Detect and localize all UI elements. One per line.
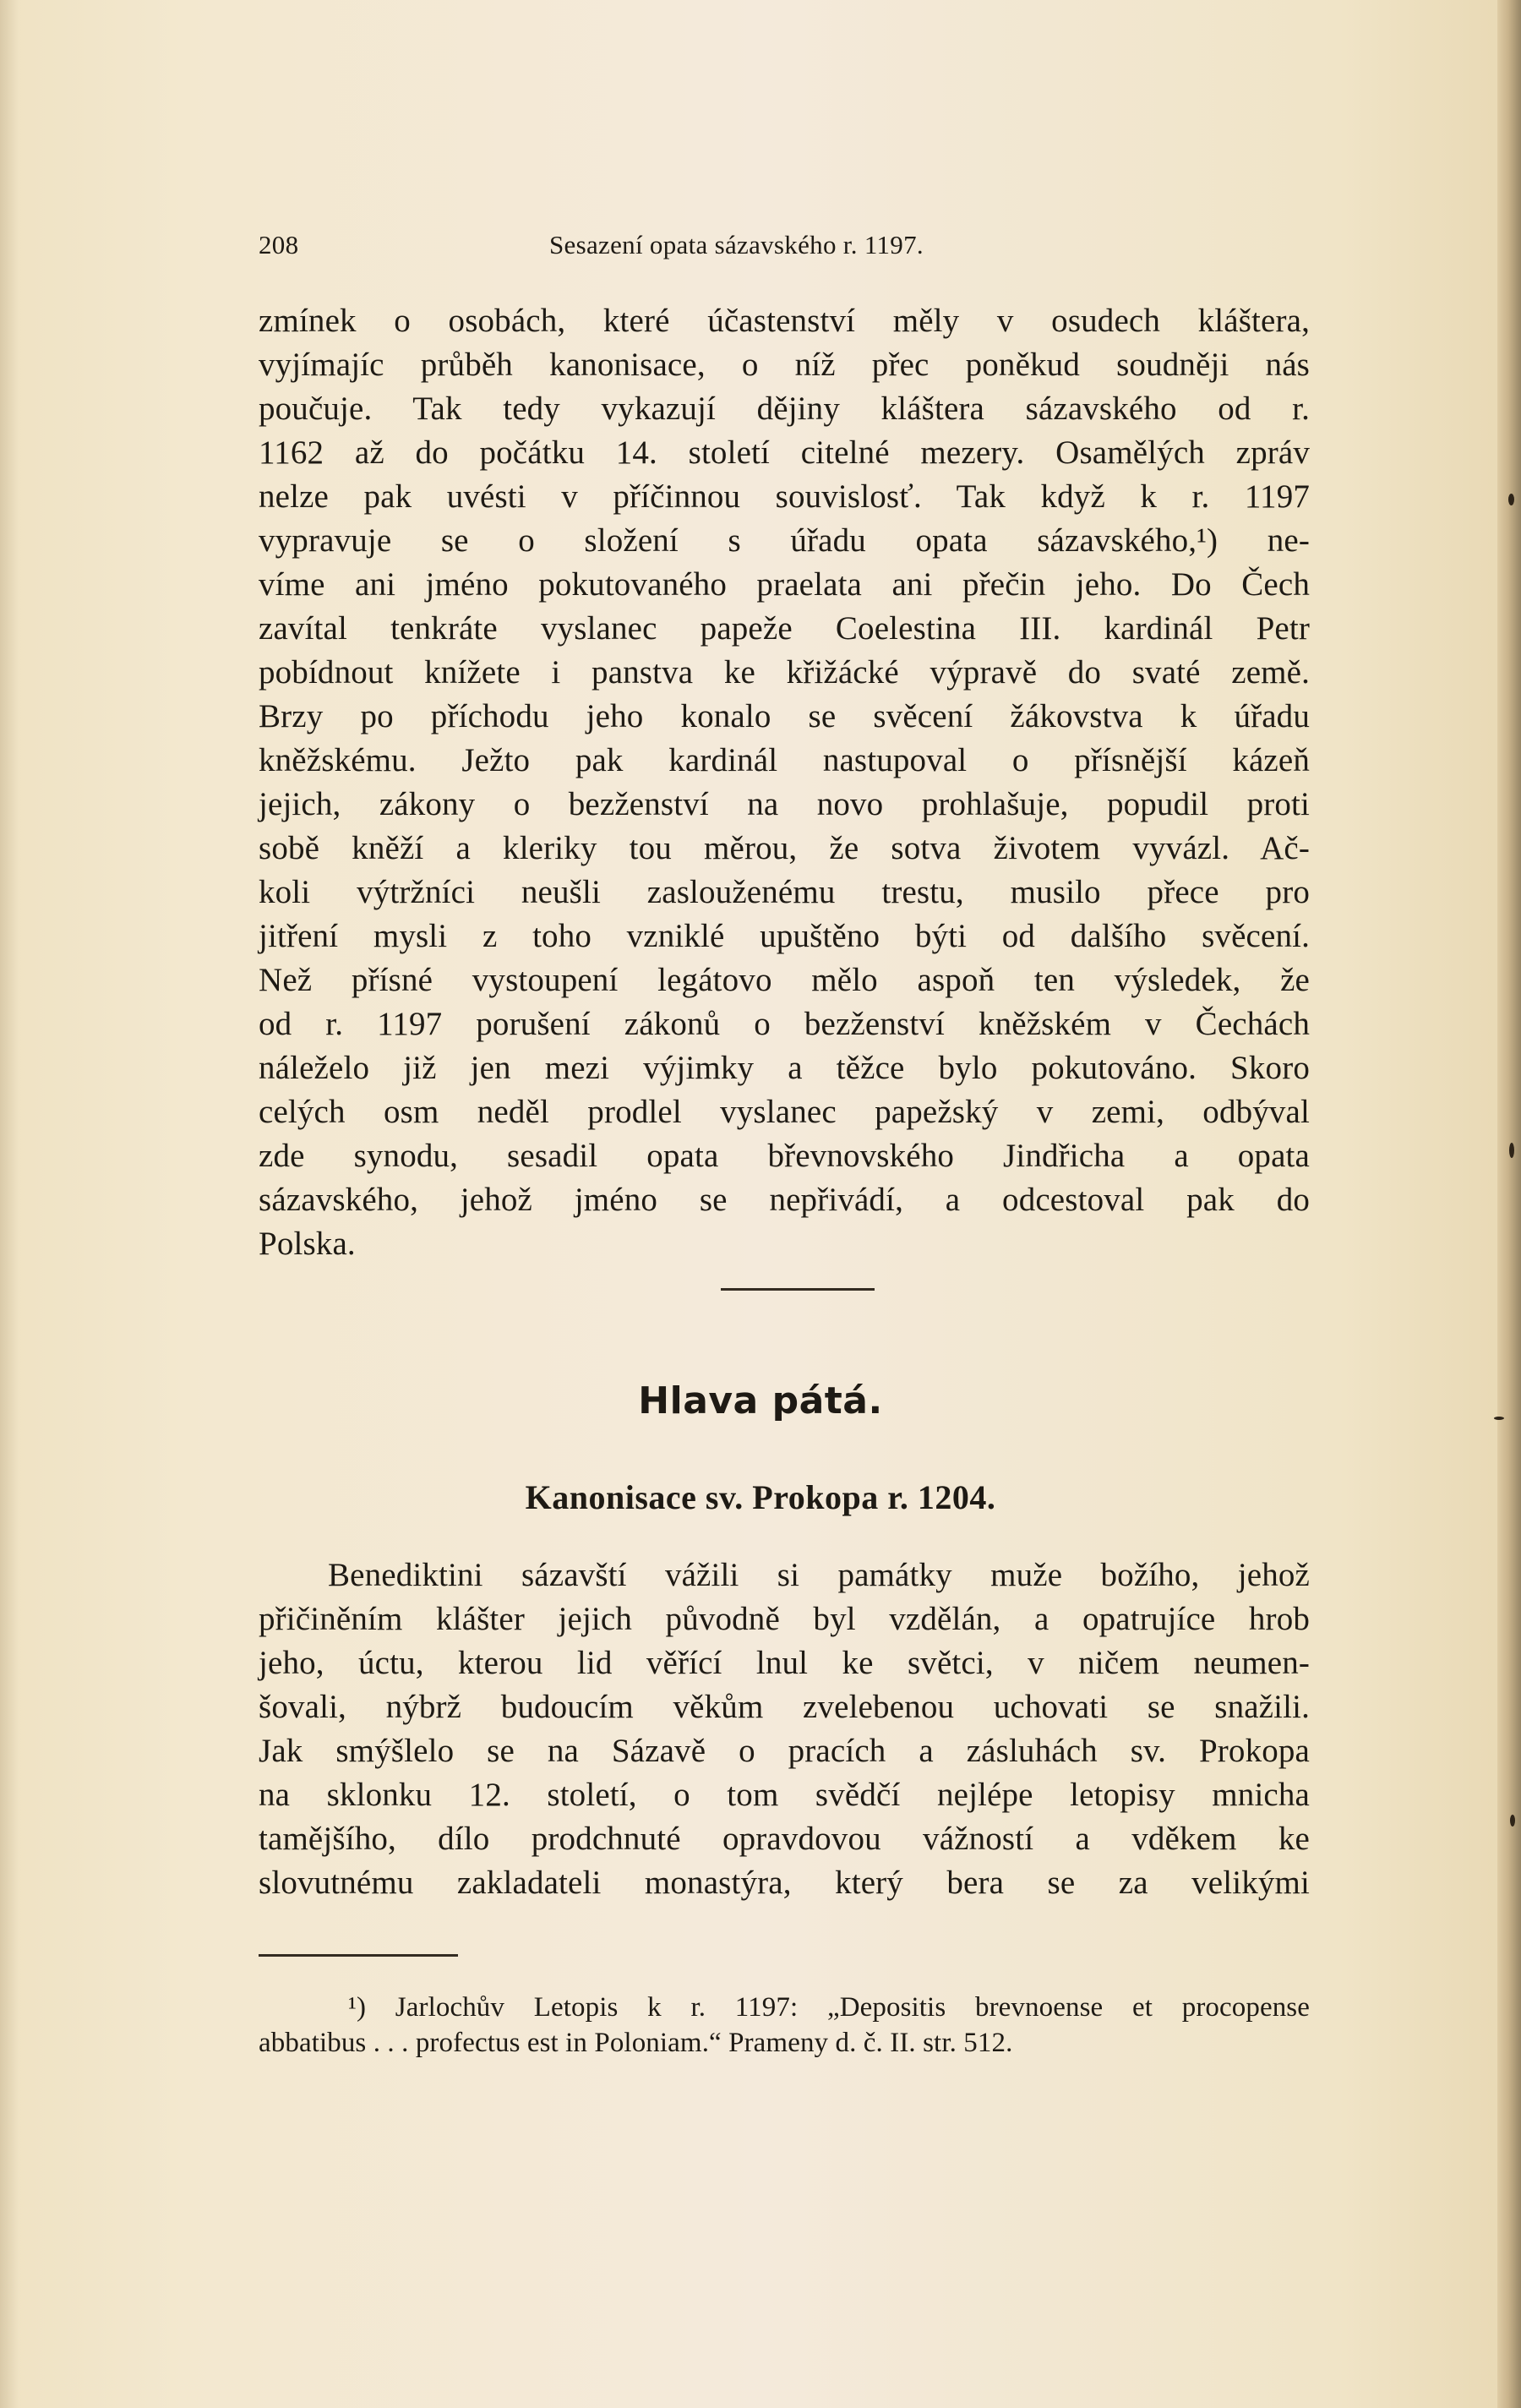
edge-mark (1494, 1417, 1504, 1420)
body-line: 1162 až do počátku 14. století citelné mezery. Osamělých zpráv (259, 434, 1310, 471)
edge-mark (1509, 1143, 1514, 1158)
body-line: pobídnout knížete i panstva ke křižácké výpravě do svaté země. (259, 654, 1310, 691)
body-line: zmínek o osobách, které účastenství měly v osudech kláštera, (259, 303, 1310, 339)
body-line: poučuje. Tak tedy vykazují dějiny kláštera sázavského od r. (259, 390, 1310, 427)
body-line: na sklonku 12. století, o tom svědčí nejlépe letopisy mnicha (259, 1777, 1310, 1813)
body-line: jejich, zákony o bezženství na novo prohlašuje, popudil proti (259, 786, 1310, 822)
page-gutter-shadow (0, 0, 19, 2408)
body-line: zavítal tenkráte vyslanec papeže Coelestina III. kardinál Petr (259, 610, 1310, 647)
body-line: kněžskému. Ježto pak kardinál nastupoval o přísnější kázeň (259, 742, 1310, 778)
body-line: zde synodu, sesadil opata břevnovského Jindřicha a opata (259, 1138, 1310, 1174)
chapter-subheading: Kanonisace sv. Prokopa r. 1204. (525, 1478, 996, 1516)
running-title: Sesazení opata sázavského r. 1197. (549, 230, 924, 259)
edge-mark (1510, 1815, 1515, 1826)
body-line: sázavského, jehož jméno se nepřivádí, a odcestoval pak do (259, 1182, 1310, 1218)
section-divider (721, 1288, 875, 1291)
body-line: sobě kněží a kleriky tou měrou, že sotva životem vyvázl. Ač- (259, 830, 1310, 866)
body-line: náleželo již jen mezi výjimky a těžce bylo pokutováno. Skoro (259, 1050, 1310, 1086)
footnote-line: abbatibus . . . profectus est in Poloniam.“ Prameny d. č. II. str. 512. (259, 2028, 1013, 2058)
edge-mark (1508, 494, 1514, 505)
body-line: jitření mysli z toho vzniklé upuštěno býti od dalšího svěcení. (259, 918, 1310, 954)
footnote-line: ¹) Jarlochův Letopis k r. 1197: „Depositis brevnoense et procopense (348, 1992, 1310, 2023)
body-line: jeho, úctu, kterou lid věřící lnul ke světci, v ničem neumen- (259, 1645, 1310, 1681)
footnote-rule (259, 1954, 458, 1957)
body-line: slovutnému zakladateli monastýra, který bera se za velikými (259, 1865, 1310, 1901)
body-line: přičiněním klášter jejich původně byl vzdělán, a opatrujíce hrob (259, 1601, 1310, 1637)
body-line: šovali, nýbrž budoucím věkům zvelebenou uchovati se snažili. (259, 1689, 1310, 1725)
body-line: vyjímajíc průběh kanonisace, o níž přec poněkud soudněji nás (259, 347, 1310, 383)
body-line-last: Polska. (259, 1226, 356, 1262)
body-line: Než přísné vystoupení legátovo mělo aspoň ten výsledek, že (259, 962, 1310, 998)
body-line: Benediktini sázavští vážili si památky muže božího, jehož (328, 1557, 1310, 1593)
body-line: nelze pak uvésti v příčinnou souvislosť. Tak když k r. 1197 (259, 478, 1310, 515)
chapter-heading: Hlava pátá. (638, 1379, 883, 1422)
body-line: koli výtržníci neušli zaslouženému trestu, musilo přece pro (259, 874, 1310, 910)
running-header (259, 227, 1306, 264)
body-line: od r. 1197 porušení zákonů o bezženství kněžském v Čechách (259, 1006, 1310, 1042)
body-line: vypravuje se o složení s úřadu opata sázavského,¹) ne- (259, 522, 1310, 559)
body-line: Jak smýšlelo se na Sázavě o pracích a zásluhách sv. Prokopa (259, 1733, 1310, 1769)
page-number: 208 (259, 230, 299, 259)
body-line: tamějšího, dílo prodchnuté opravdovou vážností a vděkem ke (259, 1821, 1310, 1857)
body-line: víme ani jméno pokutovaného praelata ani přečin jeho. Do Čech (259, 566, 1310, 603)
body-line: Brzy po příchodu jeho konalo se svěcení žákovstva k úřadu (259, 698, 1310, 734)
body-line: celých osm neděl prodlel vyslanec papežský v zemi, odbýval (259, 1094, 1310, 1130)
page-edge (1497, 0, 1521, 2408)
